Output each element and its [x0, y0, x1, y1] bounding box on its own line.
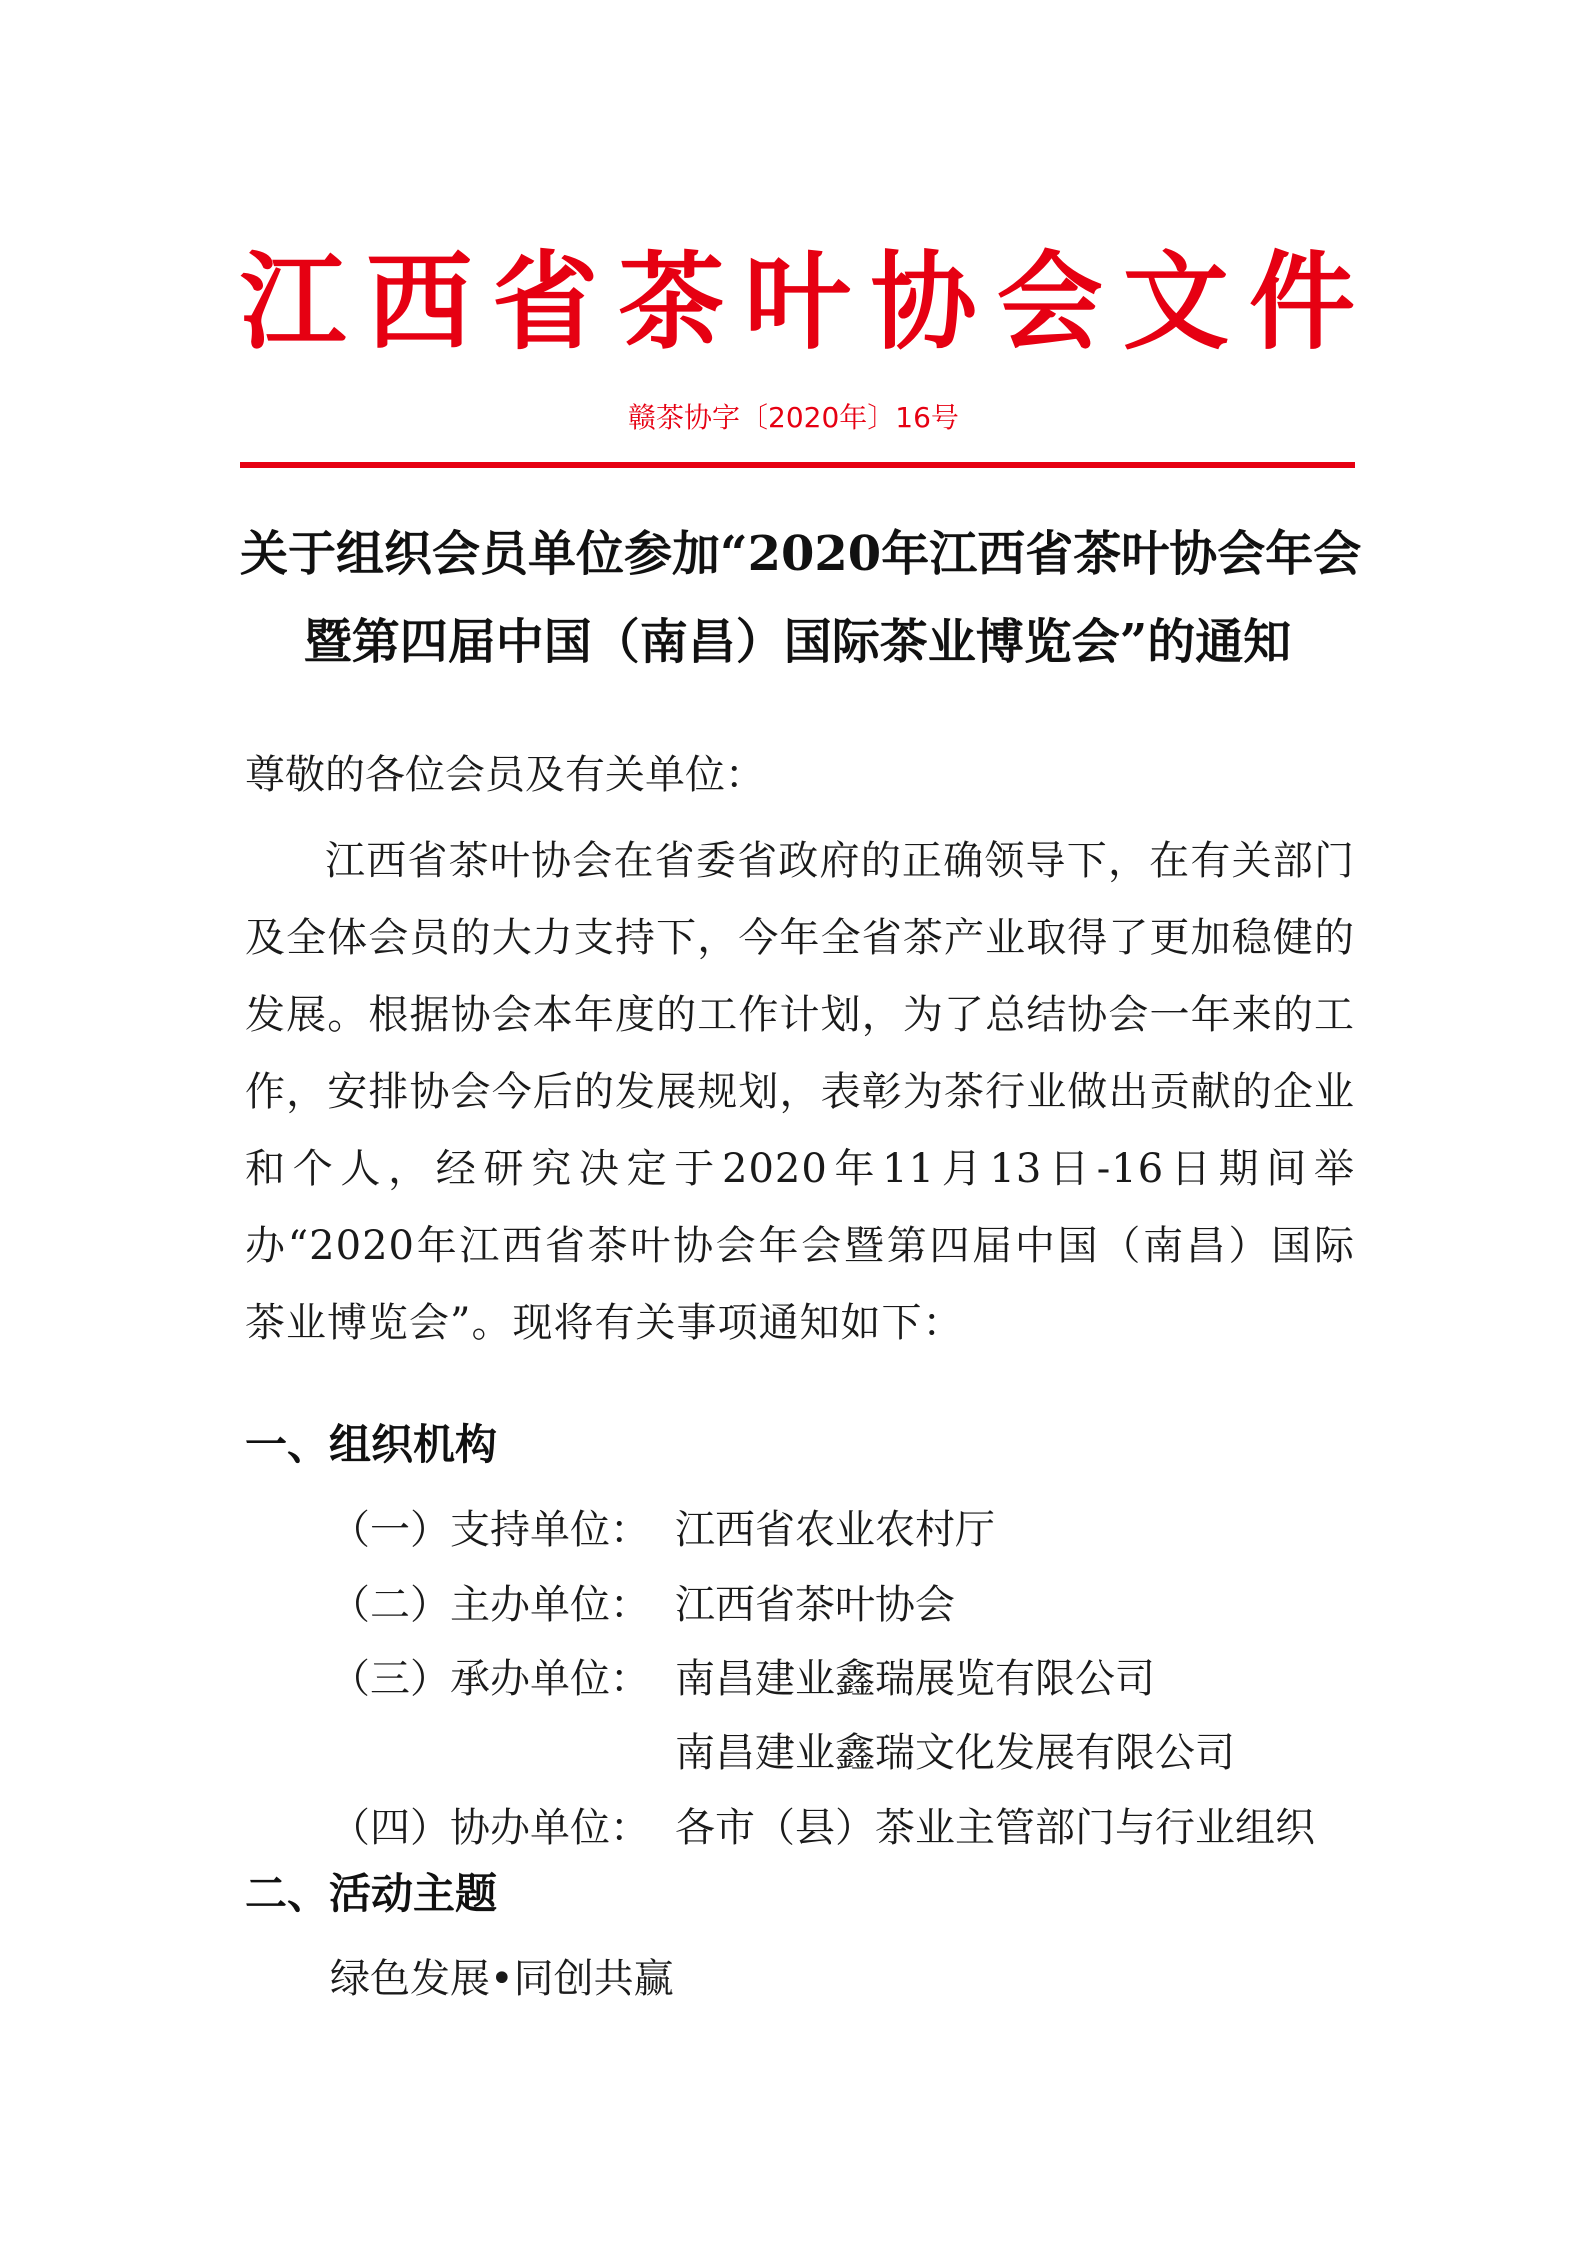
red-divider-line — [240, 462, 1355, 468]
document-number: 赣茶协字〔2020年〕16号 — [628, 401, 959, 434]
org-row-label: （三）承办单位： — [330, 1656, 650, 1702]
org-row-organizer — [330, 1652, 1155, 1706]
org-row-organizer-second — [675, 1726, 1235, 1780]
org-title: 江西省茶叶协会文件 — [240, 241, 1355, 364]
document-heading — [240, 510, 1362, 686]
section-heading-theme: 二、活动主题 — [245, 1869, 498, 1918]
org-row-label: （一）支持单位： — [330, 1507, 650, 1553]
org-row-value: 江西省农业农村厅 — [675, 1507, 995, 1553]
salutation: 尊敬的各位会员及有关单位： — [245, 752, 765, 798]
theme-text: 绿色发展•同创共赢 — [330, 1956, 674, 2002]
org-row-supporter — [330, 1503, 995, 1557]
org-row-host — [330, 1578, 955, 1632]
org-row-co-organizer — [330, 1801, 1315, 1855]
heading-line-1: 关于组织会员单位参加“2020年江西省茶叶协会年会 — [240, 526, 1362, 582]
org-row-value: 南昌建业鑫瑞文化发展有限公司 — [675, 1730, 1235, 1776]
org-row-label: （二）主办单位： — [330, 1582, 650, 1628]
org-row-value: 江西省茶叶协会 — [675, 1582, 955, 1628]
org-row-label: （四）协办单位： — [330, 1805, 650, 1851]
intro-paragraph: 江西省茶叶协会在省委省政府的正确领导下，在有关部门及全体会员的大力支持下，今年全省茶产业取得了更加稳健的发展。根据协会本年度的工作计划，为了总结协会一年来的工作，安排协会今后的发展规划，表彰为茶行业做出贡献的企业和个人，经研究决定于2020年11月13日-16日期间举办“2020年江西省茶叶协会年会暨第四届中国（南昌）国际茶业博览会”。现将有关事项通知如下： — [245, 838, 1355, 1346]
section-heading-organization: 一、组织机构 — [245, 1420, 498, 1469]
org-row-value: 南昌建业鑫瑞展览有限公司 — [675, 1656, 1155, 1702]
org-row-value: 各市（县）茶业主管部门与行业组织 — [675, 1805, 1315, 1851]
heading-line-2: 暨第四届中国（南昌）国际茶业博览会”的通知 — [303, 614, 1292, 670]
